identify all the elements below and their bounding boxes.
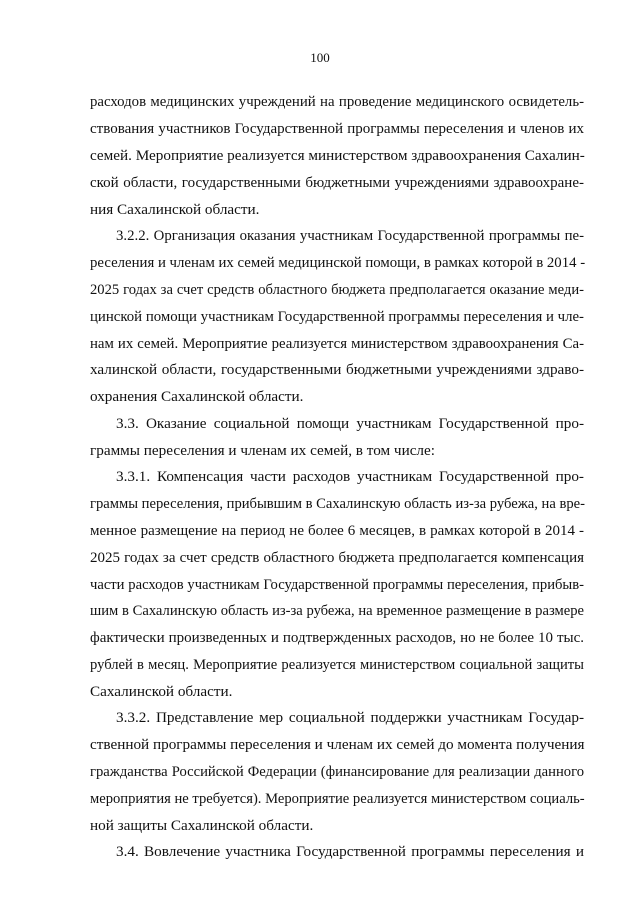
text-line: шим в Сахалинскую область из-за рубежа, на временное размещение в размере xyxy=(90,603,584,619)
text-line: мероприятия не требуется). Мероприятие реализуется министерством социаль- xyxy=(90,791,585,807)
text-line: нам их семей. Мероприятие реализуется министерством здравоохранения Са- xyxy=(90,336,584,352)
text-line: 3.2.2. Организация оказания участникам Государственной программы пе- xyxy=(116,228,584,244)
text-line: расходов медицинских учреждений на проведение медицинского освидетель- xyxy=(90,94,584,110)
text-line: халинской области, государственными бюджетными учреждениями здраво- xyxy=(90,361,584,378)
text-line: 3.4. Вовлечение участника Государственной программы переселения и xyxy=(116,843,584,860)
text-line: 2025 годах за счет средств областного бюджета предполагается компенсация xyxy=(90,550,584,566)
text-line: 3.3.1. Компенсация части расходов участникам Государственной про- xyxy=(116,468,584,485)
text-line: 3.3. Оказание социальной помощи участникам Государственной про- xyxy=(116,415,584,432)
text-line: части расходов участникам Государственной программы переселения, прибыв- xyxy=(90,577,584,593)
text-line: Сахалинской области. xyxy=(90,683,233,700)
text-line: ской области, государственными бюджетными учреждениями здравоохране- xyxy=(90,175,584,191)
text-line: ствования участников Государственной программы переселения и членов их xyxy=(90,121,584,137)
text-line: охранения Сахалинской области. xyxy=(90,388,304,405)
text-line: цинской помощи участникам Государственной программы переселения и чле- xyxy=(90,309,584,325)
text-line: семей. Мероприятие реализуется министерством здравоохранения Сахалин- xyxy=(90,147,585,164)
text-line: менное размещение на период не более 6 месяцев, в рамках которой в 2014 - xyxy=(90,523,584,539)
text-line: фактически произведенных и подтвержденных расходов, но не более 10 тыс. xyxy=(90,630,584,646)
text-line: 2025 годах за счет средств областного бюджета предполагается оказание меди- xyxy=(90,282,584,298)
text-line: гражданства Российской Федерации (финансирование для реализации данного xyxy=(90,764,584,780)
text-line: 3.3.2. Представление мер социальной поддержки участникам Государ- xyxy=(116,709,584,726)
text-line: граммы переселения, прибывшим в Сахалинскую область из-за рубежа, на вре- xyxy=(90,496,586,512)
text-line: реселения и членам их семей медицинской помощи, в рамках которой в 2014 - xyxy=(90,255,586,271)
text-line: ной защиты Сахалинской области. xyxy=(90,817,314,834)
text-line: рублей в месяц. Мероприятие реализуется министерством социальной защиты xyxy=(90,657,584,673)
text-line: граммы переселения и членам их семей, в том числе: xyxy=(90,442,435,459)
text-line: ственной программы переселения и членам их семей до момента получения xyxy=(90,736,585,753)
page-number: 100 xyxy=(310,50,330,65)
text-line: ния Сахалинской области. xyxy=(90,201,260,218)
